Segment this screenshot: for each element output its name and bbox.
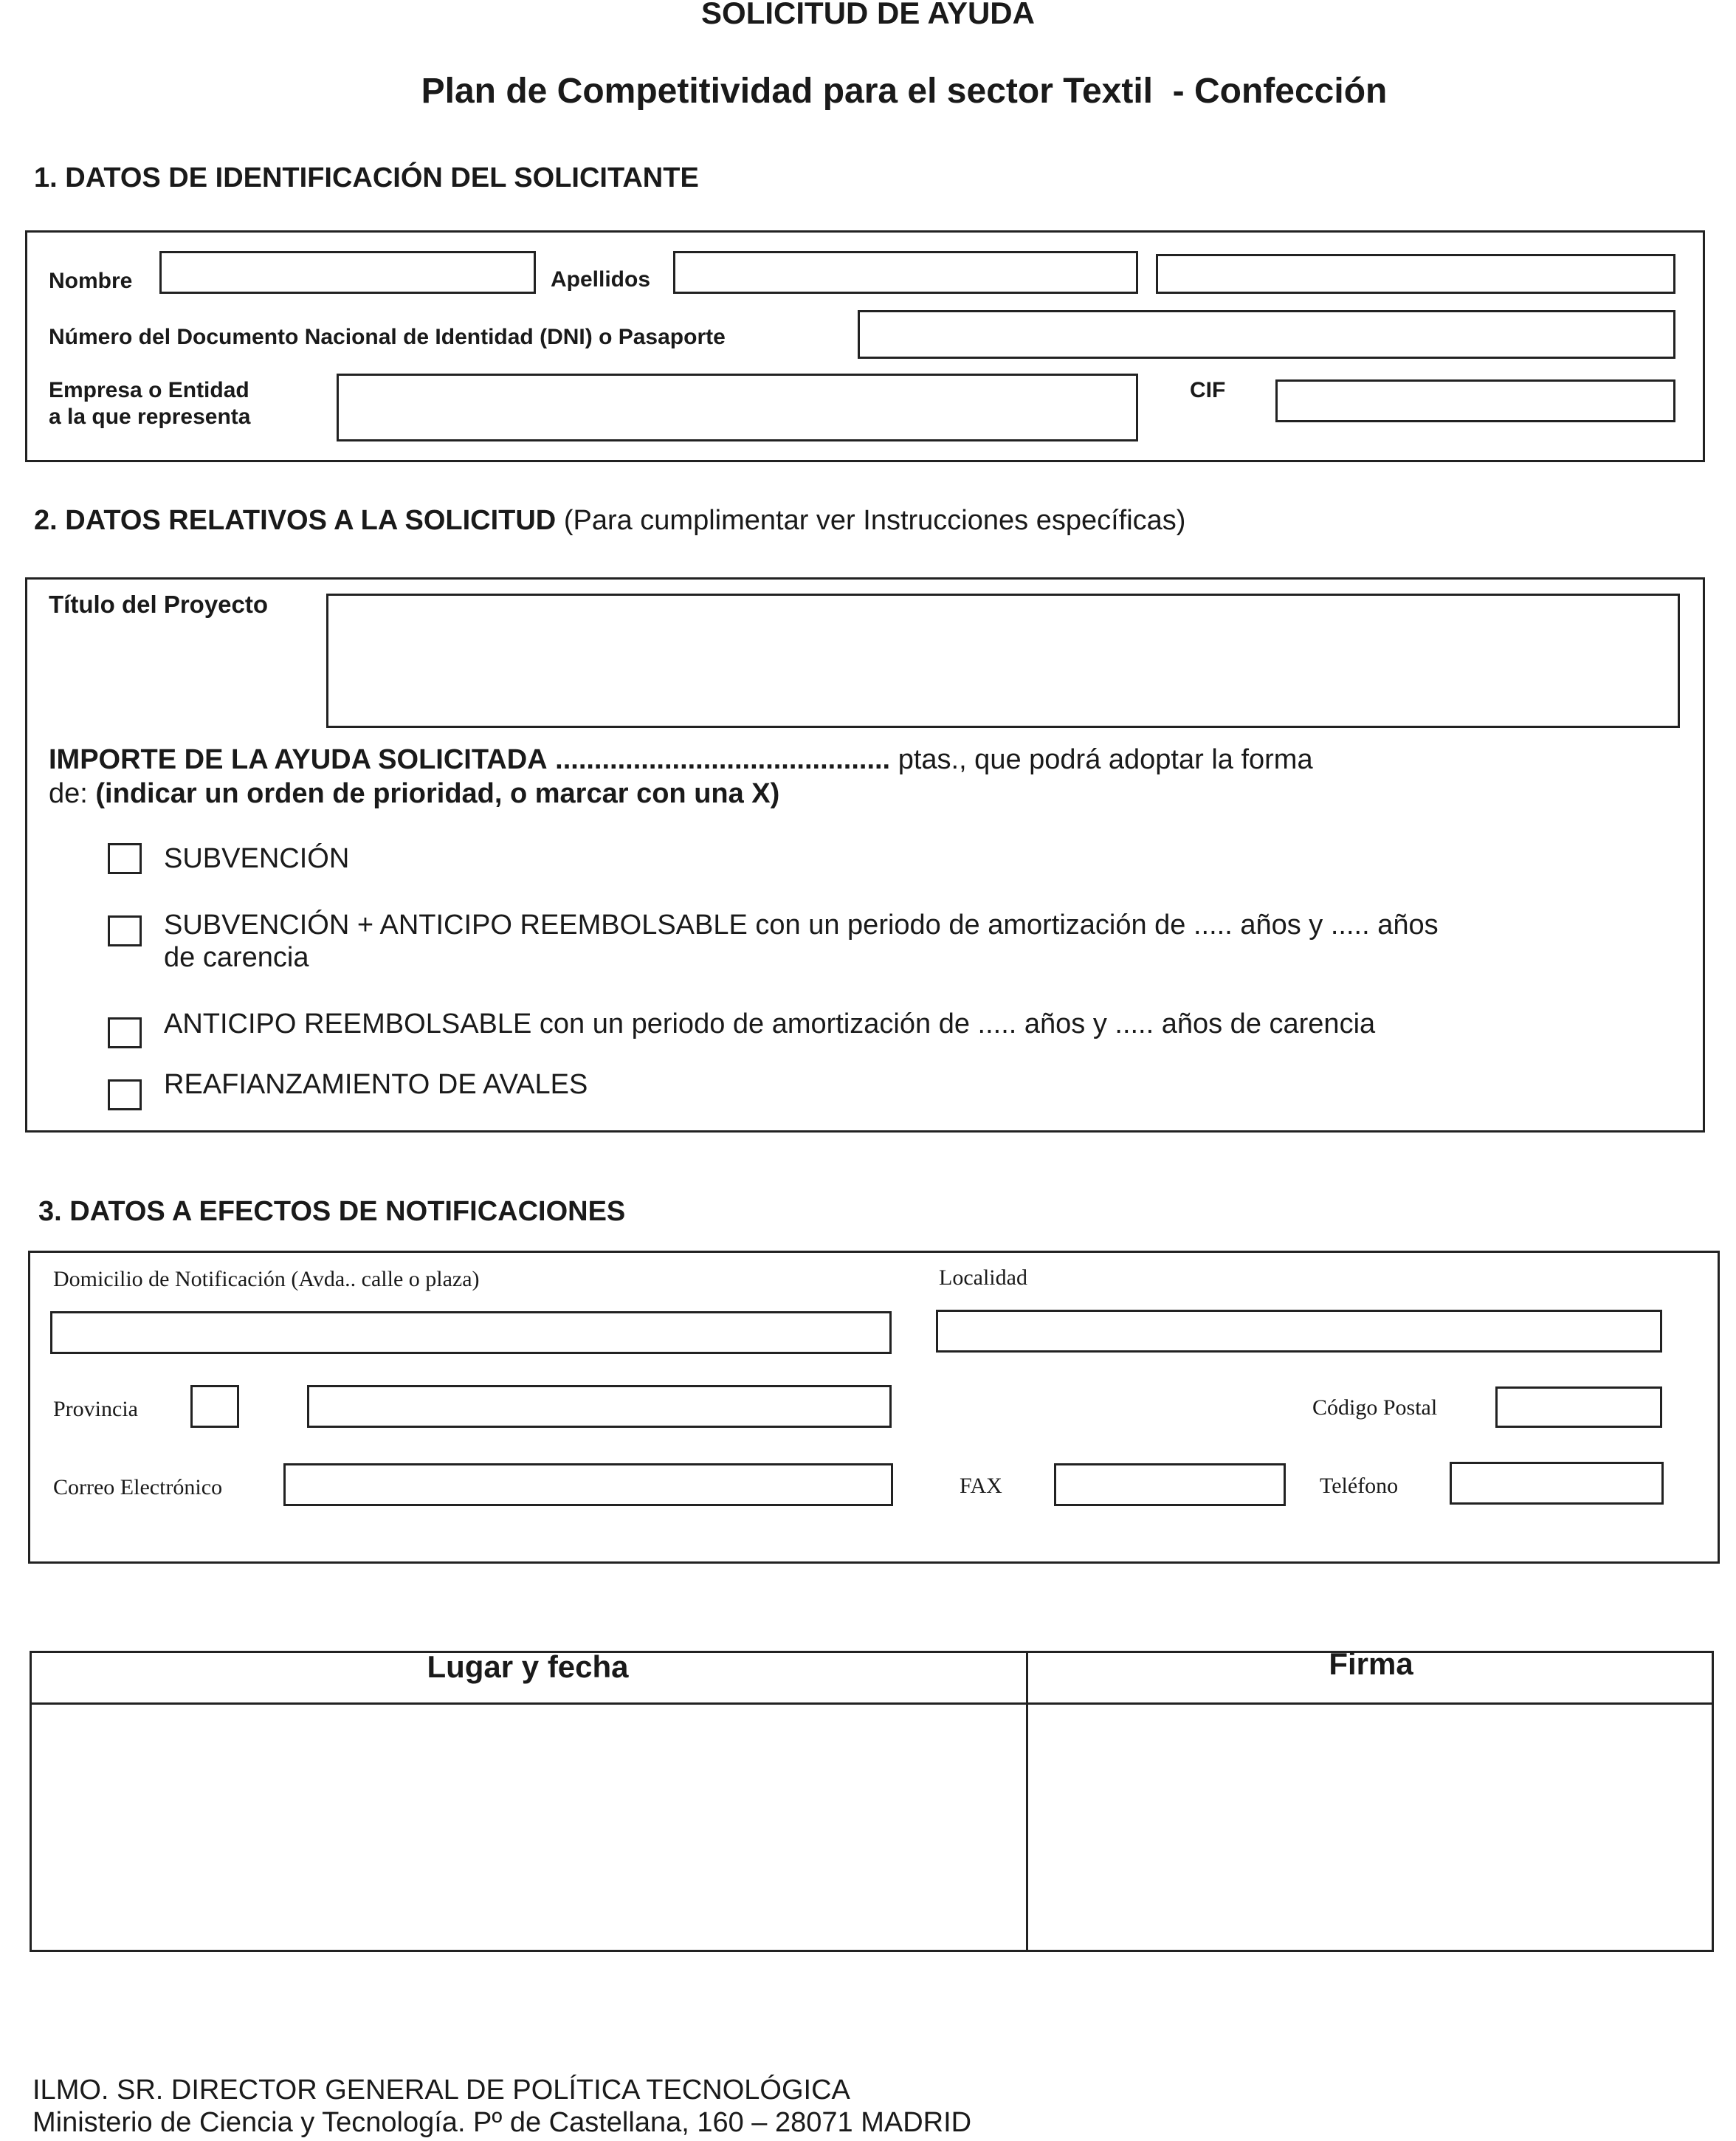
footer-addressee: ILMO. SR. DIRECTOR GENERAL DE POLÍTICA TECNOLÓGICA <box>32 2075 850 2106</box>
titulo-proyecto-label: Título del Proyecto <box>49 591 269 618</box>
subvencion-anticipo-checkbox[interactable] <box>108 915 142 946</box>
correo-field[interactable] <box>283 1463 893 1506</box>
empresa-label-line1: Empresa o Entidad <box>49 378 249 402</box>
localidad-field[interactable] <box>936 1310 1662 1353</box>
instruction-line <box>49 778 779 810</box>
reafianzamiento-checkbox[interactable] <box>108 1079 142 1110</box>
importe-suffix: ptas., que podrá adoptar la forma <box>898 744 1313 775</box>
document-subtitle: Plan de Competitividad para el sector Textil - Confección <box>421 72 1388 111</box>
option-subvencion-anticipo-label: SUBVENCIÓN + ANTICIPO REEMBOLSABLE con un periodo de amortización de ..... años y ..... años <box>164 910 1439 941</box>
telefono-field[interactable] <box>1450 1462 1664 1505</box>
cif-label: CIF <box>1190 378 1226 402</box>
section2-heading-row <box>34 505 1185 537</box>
importe-line <box>49 744 1313 776</box>
domicilio-field[interactable] <box>50 1311 892 1354</box>
dni-label: Número del Documento Nacional de Identidad (DNI) o Pasaporte <box>49 325 726 349</box>
section1-heading: 1. DATOS DE IDENTIFICACIÓN DEL SOLICITANTE <box>34 162 699 193</box>
apellidos-field-1[interactable] <box>673 251 1138 294</box>
empresa-label-line2: a la que representa <box>49 405 251 429</box>
apellidos-label: Apellidos <box>551 267 651 292</box>
apellidos-field-2[interactable] <box>1156 254 1675 294</box>
footer-address: Ministerio de Ciencia y Tecnología. Pº de Castellana, 160 – 28071 MADRID <box>32 2107 972 2138</box>
cif-field[interactable] <box>1275 379 1675 422</box>
instruction-text: (indicar un orden de prioridad, o marcar con una X) <box>95 778 780 809</box>
provincia-label: Provincia <box>53 1397 138 1421</box>
subvencion-checkbox[interactable] <box>108 843 142 874</box>
lugar-fecha-header: Lugar y fecha <box>427 1649 629 1684</box>
domicilio-label: Domicilio de Notificación (Avda.. calle o plaza) <box>53 1267 480 1291</box>
importe-label: IMPORTE DE LA AYUDA SOLICITADA <box>49 744 548 775</box>
document-title: SOLICITUD DE AYUDA <box>701 0 1035 30</box>
codigo-postal-field[interactable] <box>1495 1386 1662 1428</box>
firma-header: Firma <box>1329 1646 1413 1681</box>
titulo-proyecto-field[interactable] <box>326 594 1680 728</box>
dni-field[interactable] <box>858 310 1675 359</box>
option-reafianzamiento-label: REAFIANZAMIENTO DE AVALES <box>164 1069 588 1100</box>
nombre-label: Nombre <box>49 269 133 293</box>
firma-cell[interactable] <box>1028 1705 1712 1950</box>
anticipo-checkbox[interactable] <box>108 1017 142 1048</box>
section2-heading: 2. DATOS RELATIVOS A LA SOLICITUD <box>34 505 557 536</box>
fax-label: FAX <box>960 1474 1002 1498</box>
provincia-code-field[interactable] <box>190 1385 239 1428</box>
fax-field[interactable] <box>1054 1463 1286 1506</box>
option-anticipo-label: ANTICIPO REEMBOLSABLE con un periodo de amortización de ..... años y ..... años de carencia <box>164 1008 1376 1039</box>
nombre-field[interactable] <box>159 251 536 294</box>
provincia-field[interactable] <box>307 1385 892 1428</box>
option-subvencion-label: SUBVENCIÓN <box>164 843 350 874</box>
section3-heading: 3. DATOS A EFECTOS DE NOTIFICACIONES <box>38 1196 626 1227</box>
telefono-label: Teléfono <box>1320 1474 1399 1498</box>
codigo-postal-label: Código Postal <box>1312 1395 1438 1420</box>
correo-label: Correo Electrónico <box>53 1475 223 1499</box>
de-prefix: de: <box>49 778 88 809</box>
localidad-label: Localidad <box>939 1265 1027 1290</box>
lugar-fecha-cell[interactable] <box>32 1705 1026 1950</box>
option-subvencion-anticipo-label-line2: de carencia <box>164 942 309 973</box>
section2-heading-note: (Para cumplimentar ver Instrucciones específicas) <box>563 505 1186 536</box>
empresa-field[interactable] <box>337 374 1138 441</box>
importe-amount-blank[interactable]: ........................................... <box>555 744 891 775</box>
